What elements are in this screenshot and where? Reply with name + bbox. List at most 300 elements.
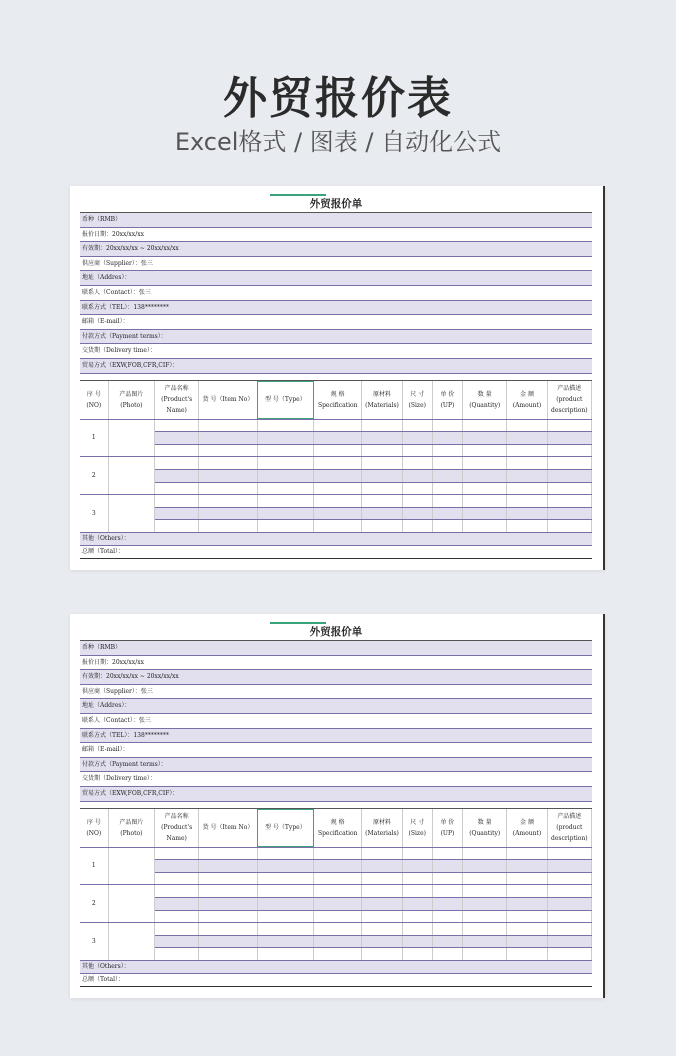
table-cell[interactable] — [257, 482, 313, 495]
table-cell[interactable] — [402, 935, 432, 948]
table-cell[interactable] — [314, 444, 362, 457]
table-cell[interactable] — [507, 847, 547, 860]
column-header[interactable] — [257, 809, 313, 848]
table-cell[interactable] — [507, 482, 547, 495]
info-row[interactable]: 有效期：20xx/xx/xx ~ 20xx/xx/xx — [80, 670, 592, 685]
item-number-cell[interactable]: 2 — [80, 457, 108, 495]
column-header-line: 数 量 — [477, 818, 492, 826]
table-cell[interactable] — [155, 507, 199, 520]
table-cell[interactable] — [432, 923, 462, 936]
column-header-line: 金 额 — [520, 390, 534, 398]
table-cell[interactable] — [507, 507, 547, 520]
item-number-cell[interactable]: 2 — [80, 885, 108, 923]
column-header[interactable] — [108, 809, 154, 848]
table-cell[interactable] — [199, 910, 257, 923]
column-header-line: (Quantity) — [469, 829, 501, 837]
table-cell[interactable] — [463, 444, 507, 457]
info-row[interactable]: 交货期（Delivery time）： — [80, 772, 592, 787]
table-cell[interactable] — [314, 419, 362, 432]
table-cell[interactable] — [463, 457, 507, 470]
table-cell[interactable] — [432, 910, 462, 923]
table-row — [80, 885, 592, 898]
column-header[interactable] — [80, 381, 108, 420]
table-cell[interactable] — [199, 482, 257, 495]
item-number-cell[interactable]: 1 — [80, 419, 108, 457]
table-cell[interactable] — [155, 885, 199, 898]
column-header-line: 尺 寸 — [410, 390, 425, 398]
column-header-line: 序 号 — [86, 390, 101, 398]
column-header-line: 金 额 — [520, 818, 534, 826]
info-row[interactable]: 付款方式（Payment terms）： — [80, 330, 592, 345]
table-cell[interactable] — [432, 860, 462, 873]
column-header[interactable] — [507, 381, 547, 420]
table-row — [80, 432, 592, 445]
table-cell[interactable] — [507, 520, 547, 533]
table-cell[interactable] — [547, 847, 591, 860]
column-header[interactable] — [108, 381, 154, 420]
column-header-line: (Product's — [161, 824, 193, 832]
table-cell[interactable] — [314, 935, 362, 948]
quotation-sheet-preview-2 — [70, 614, 605, 998]
table-cell[interactable] — [362, 897, 402, 910]
table-cell[interactable] — [402, 520, 432, 533]
photo-cell[interactable] — [108, 495, 154, 533]
column-header-line: 原材料 — [373, 390, 392, 398]
table-cell[interactable] — [507, 910, 547, 923]
column-header-line: description) — [551, 835, 588, 843]
table-cell[interactable] — [402, 860, 432, 873]
table-cell[interactable] — [314, 469, 362, 482]
info-row[interactable]: 有效期：20xx/xx/xx ~ 20xx/xx/xx — [80, 242, 592, 257]
column-header[interactable] — [362, 809, 402, 848]
table-cell[interactable] — [257, 457, 313, 470]
table-cell[interactable] — [362, 935, 402, 948]
table-row — [80, 872, 592, 885]
table-cell[interactable] — [507, 897, 547, 910]
total-row[interactable]: 总额（Total）： — [80, 546, 592, 559]
table-cell[interactable] — [432, 872, 462, 885]
table-cell[interactable] — [314, 507, 362, 520]
table-cell[interactable] — [199, 923, 257, 936]
column-header[interactable] — [362, 381, 402, 420]
table-cell[interactable] — [402, 432, 432, 445]
table-cell[interactable] — [547, 457, 591, 470]
table-cell[interactable] — [463, 520, 507, 533]
table-cell[interactable] — [402, 495, 432, 508]
info-row[interactable]: 报价日期：20xx/xx/xx — [80, 656, 592, 671]
table-cell[interactable] — [199, 457, 257, 470]
table-cell[interactable] — [402, 482, 432, 495]
column-header-line: (NO) — [86, 829, 102, 837]
table-cell[interactable] — [547, 860, 591, 873]
column-header-line: (Amount) — [512, 401, 542, 409]
table-cell[interactable] — [547, 910, 591, 923]
table-cell[interactable] — [463, 872, 507, 885]
table-cell[interactable] — [362, 872, 402, 885]
column-header-line: 型 号（Type） — [265, 396, 306, 404]
table-cell[interactable] — [257, 507, 313, 520]
column-header-line: (Product's — [161, 396, 193, 404]
table-cell[interactable] — [257, 860, 313, 873]
table-cell[interactable] — [432, 495, 462, 508]
table-cell[interactable] — [362, 910, 402, 923]
table-cell[interactable] — [432, 419, 462, 432]
table-cell[interactable] — [155, 872, 199, 885]
photo-cell[interactable] — [108, 847, 154, 885]
table-cell[interactable] — [155, 897, 199, 910]
table-cell[interactable] — [199, 885, 257, 898]
table-cell[interactable] — [402, 419, 432, 432]
info-row[interactable]: 报价日期：20xx/xx/xx — [80, 228, 592, 243]
table-cell[interactable] — [507, 419, 547, 432]
table-cell[interactable] — [402, 923, 432, 936]
photo-cell[interactable] — [108, 885, 154, 923]
column-header[interactable] — [402, 381, 432, 420]
column-header-line: 序 号 — [86, 818, 101, 826]
table-header-row — [80, 381, 592, 420]
table-cell[interactable] — [402, 457, 432, 470]
table-cell[interactable] — [507, 923, 547, 936]
column-header[interactable] — [199, 381, 257, 420]
table-cell[interactable] — [257, 444, 313, 457]
table-cell[interactable] — [314, 847, 362, 860]
column-header-line: Specification — [317, 829, 358, 837]
table-cell[interactable] — [463, 923, 507, 936]
column-header-line: Name) — [166, 835, 187, 843]
table-cell[interactable] — [199, 469, 257, 482]
table-cell[interactable] — [155, 860, 199, 873]
table-cell[interactable] — [155, 847, 199, 860]
column-header[interactable] — [463, 381, 507, 420]
table-cell[interactable] — [155, 469, 199, 482]
table-row — [80, 948, 592, 961]
column-header-line: 产品名称 — [164, 385, 189, 393]
table-cell[interactable] — [257, 910, 313, 923]
table-cell[interactable] — [257, 885, 313, 898]
table-cell[interactable] — [402, 872, 432, 885]
table-cell[interactable] — [507, 860, 547, 873]
table-cell[interactable] — [362, 495, 402, 508]
table-cell[interactable] — [547, 520, 591, 533]
item-number-cell[interactable]: 1 — [80, 847, 108, 885]
table-cell[interactable] — [199, 520, 257, 533]
table-cell[interactable] — [402, 910, 432, 923]
table-cell[interactable] — [547, 948, 591, 961]
table-cell[interactable] — [257, 520, 313, 533]
table-cell[interactable] — [432, 847, 462, 860]
column-header-line: 单 价 — [440, 818, 455, 826]
table-cell[interactable] — [463, 482, 507, 495]
table-cell[interactable] — [257, 419, 313, 432]
table-cell[interactable] — [507, 469, 547, 482]
table-cell[interactable] — [547, 419, 591, 432]
table-cell[interactable] — [155, 419, 199, 432]
table-cell[interactable] — [314, 860, 362, 873]
table-cell[interactable] — [402, 444, 432, 457]
column-header-line: 产品描述 — [557, 813, 582, 821]
info-row[interactable]: 供应商（Supplier）：张三 — [80, 257, 592, 272]
table-cell[interactable] — [402, 469, 432, 482]
table-cell[interactable] — [314, 432, 362, 445]
table-cell[interactable] — [362, 432, 402, 445]
table-cell[interactable] — [402, 948, 432, 961]
table-cell[interactable] — [507, 432, 547, 445]
table-cell[interactable] — [199, 444, 257, 457]
column-header[interactable] — [257, 381, 313, 420]
info-row[interactable]: 交货期（Delivery time）： — [80, 344, 592, 359]
info-row[interactable]: 联系人（Contact）：张三 — [80, 714, 592, 729]
others-row[interactable]: 其他（Others）： — [80, 533, 592, 546]
table-cell[interactable] — [432, 507, 462, 520]
table-cell[interactable] — [402, 885, 432, 898]
info-row[interactable]: 邮箱（E-mail）： — [80, 315, 592, 330]
photo-cell[interactable] — [108, 419, 154, 457]
table-cell[interactable] — [362, 885, 402, 898]
table-cell[interactable] — [432, 520, 462, 533]
table-row — [80, 482, 592, 495]
table-row — [80, 495, 592, 508]
table-cell[interactable] — [432, 469, 462, 482]
table-cell[interactable] — [402, 847, 432, 860]
table-cell[interactable] — [463, 885, 507, 898]
table-cell[interactable] — [314, 872, 362, 885]
column-header-line: (UP) — [440, 401, 455, 409]
column-header[interactable] — [547, 381, 591, 420]
table-cell[interactable] — [199, 948, 257, 961]
table-cell[interactable] — [257, 923, 313, 936]
table-cell[interactable] — [547, 923, 591, 936]
column-header-line: 产品名称 — [164, 813, 189, 821]
photo-cell[interactable] — [108, 923, 154, 961]
table-row — [80, 457, 592, 470]
others-row[interactable]: 其他（Others）： — [80, 961, 592, 974]
column-header-line: (Photo) — [120, 829, 143, 837]
sheet-title: 外贸报价单 — [80, 624, 592, 641]
table-row — [80, 469, 592, 482]
table-cell[interactable] — [547, 495, 591, 508]
table-cell[interactable] — [199, 419, 257, 432]
table-cell[interactable] — [507, 948, 547, 961]
page-title: 外贸报价表 — [223, 73, 453, 124]
table-cell[interactable] — [432, 935, 462, 948]
column-header[interactable] — [463, 809, 507, 848]
table-cell[interactable] — [314, 897, 362, 910]
table-cell[interactable] — [257, 872, 313, 885]
table-cell[interactable] — [155, 910, 199, 923]
table-cell[interactable] — [362, 923, 402, 936]
table-cell[interactable] — [199, 897, 257, 910]
table-cell[interactable] — [314, 885, 362, 898]
total-row[interactable]: 总额（Total）： — [80, 974, 592, 987]
column-header-line: (product — [556, 396, 583, 404]
page-subtitle: Excel格式 / 图表 / 自动化公式 — [174, 128, 502, 156]
table-cell[interactable] — [155, 520, 199, 533]
table-cell[interactable] — [463, 860, 507, 873]
table-cell[interactable] — [402, 897, 432, 910]
column-header[interactable] — [432, 809, 462, 848]
table-cell[interactable] — [463, 935, 507, 948]
table-cell[interactable] — [257, 469, 313, 482]
column-header-line: (Size) — [408, 829, 426, 837]
table-cell[interactable] — [314, 457, 362, 470]
column-header-line: (Photo) — [120, 401, 143, 409]
info-row[interactable]: 邮箱（E-mail）： — [80, 743, 592, 758]
table-row — [80, 520, 592, 533]
table-row — [80, 923, 592, 936]
column-header-line: Specification — [317, 401, 358, 409]
table-cell[interactable] — [547, 444, 591, 457]
table-cell[interactable] — [314, 948, 362, 961]
table-cell[interactable] — [257, 847, 313, 860]
column-header[interactable] — [314, 809, 362, 848]
table-cell[interactable] — [155, 457, 199, 470]
item-number-cell[interactable]: 3 — [80, 923, 108, 961]
table-cell[interactable] — [199, 495, 257, 508]
sheet-content — [80, 196, 592, 559]
table-cell[interactable] — [463, 910, 507, 923]
spacer-row — [80, 802, 592, 809]
table-cell[interactable] — [463, 495, 507, 508]
info-row[interactable]: 币种（RMB） — [80, 213, 592, 228]
table-cell[interactable] — [362, 469, 402, 482]
table-cell[interactable] — [547, 482, 591, 495]
info-row[interactable]: 贸易方式（EXW,FOB,CFR,CIF）： — [80, 359, 592, 374]
info-row[interactable]: 币种（RMB） — [80, 641, 592, 656]
info-row[interactable]: 贸易方式（EXW,FOB,CFR,CIF）： — [80, 787, 592, 802]
table-cell[interactable] — [463, 507, 507, 520]
table-header-row — [80, 809, 592, 848]
table-cell[interactable] — [507, 457, 547, 470]
column-header-line: (NO) — [86, 401, 102, 409]
info-row[interactable]: 地址（Addres）： — [80, 271, 592, 286]
table-cell[interactable] — [199, 935, 257, 948]
table-cell[interactable] — [155, 948, 199, 961]
column-header[interactable] — [199, 809, 257, 848]
column-header-line: 产品图片 — [119, 390, 144, 398]
table-cell[interactable] — [155, 482, 199, 495]
table-cell[interactable] — [507, 885, 547, 898]
table-row — [80, 444, 592, 457]
table-cell[interactable] — [155, 444, 199, 457]
info-row[interactable]: 付款方式（Payment terms）： — [80, 758, 592, 773]
info-row[interactable]: 联系方式（TEL）：138******** — [80, 729, 592, 744]
table-cell[interactable] — [547, 885, 591, 898]
table-cell[interactable] — [547, 507, 591, 520]
table-cell[interactable] — [432, 948, 462, 961]
table-cell[interactable] — [362, 457, 402, 470]
table-cell[interactable] — [463, 897, 507, 910]
table-cell[interactable] — [547, 897, 591, 910]
table-row — [80, 897, 592, 910]
column-header-line: 数 量 — [477, 390, 492, 398]
table-cell[interactable] — [507, 495, 547, 508]
table-cell[interactable] — [432, 897, 462, 910]
table-cell[interactable] — [402, 507, 432, 520]
info-row[interactable]: 联系方式（TEL）：138******** — [80, 301, 592, 316]
column-header[interactable] — [155, 381, 199, 420]
table-cell[interactable] — [362, 444, 402, 457]
item-number-cell[interactable]: 3 — [80, 495, 108, 533]
table-row — [80, 935, 592, 948]
table-cell[interactable] — [362, 948, 402, 961]
table-cell[interactable] — [199, 860, 257, 873]
table-cell[interactable] — [463, 948, 507, 961]
info-row[interactable]: 联系人（Contact）：张三 — [80, 286, 592, 301]
table-cell[interactable] — [432, 432, 462, 445]
table-cell[interactable] — [463, 419, 507, 432]
table-cell[interactable] — [314, 482, 362, 495]
table-cell[interactable] — [155, 432, 199, 445]
table-cell[interactable] — [547, 469, 591, 482]
table-cell[interactable] — [463, 432, 507, 445]
column-header-line: 产品描述 — [557, 385, 582, 393]
info-row[interactable]: 供应商（Supplier）：张三 — [80, 685, 592, 700]
table-cell[interactable] — [463, 847, 507, 860]
sheet-title: 外贸报价单 — [80, 196, 592, 213]
table-cell[interactable] — [507, 444, 547, 457]
table-cell[interactable] — [314, 495, 362, 508]
table-cell[interactable] — [155, 923, 199, 936]
table-cell[interactable] — [257, 432, 313, 445]
table-cell[interactable] — [314, 923, 362, 936]
table-cell[interactable] — [199, 432, 257, 445]
table-cell[interactable] — [257, 897, 313, 910]
table-cell[interactable] — [432, 457, 462, 470]
table-cell[interactable] — [547, 872, 591, 885]
table-cell[interactable] — [362, 847, 402, 860]
table-cell[interactable] — [257, 948, 313, 961]
table-cell[interactable] — [257, 495, 313, 508]
column-header[interactable] — [314, 381, 362, 420]
table-cell[interactable] — [199, 847, 257, 860]
table-cell[interactable] — [432, 885, 462, 898]
table-cell[interactable] — [199, 507, 257, 520]
table-cell[interactable] — [463, 469, 507, 482]
table-cell[interactable] — [432, 482, 462, 495]
table-cell[interactable] — [362, 520, 402, 533]
info-row[interactable]: 地址（Addres）： — [80, 699, 592, 714]
column-header-line: 规 格 — [330, 390, 345, 398]
column-header[interactable] — [432, 381, 462, 420]
table-cell[interactable] — [257, 935, 313, 948]
column-header[interactable] — [547, 809, 591, 848]
quotation-sheet-preview-1 — [70, 186, 605, 570]
table-cell[interactable] — [432, 444, 462, 457]
column-header-line: Name) — [166, 407, 187, 415]
table-cell[interactable] — [507, 935, 547, 948]
table-cell[interactable] — [547, 432, 591, 445]
table-cell[interactable] — [362, 860, 402, 873]
table-cell[interactable] — [155, 935, 199, 948]
column-header[interactable] — [155, 809, 199, 848]
column-header-line: 原材料 — [373, 818, 392, 826]
table-cell[interactable] — [507, 872, 547, 885]
table-row — [80, 910, 592, 923]
table-cell[interactable] — [362, 419, 402, 432]
photo-cell[interactable] — [108, 457, 154, 495]
table-cell[interactable] — [199, 872, 257, 885]
column-header-line: (Amount) — [512, 829, 542, 837]
column-header[interactable] — [507, 809, 547, 848]
column-header[interactable] — [80, 809, 108, 848]
table-cell[interactable] — [314, 910, 362, 923]
table-cell[interactable] — [155, 495, 199, 508]
table-cell[interactable] — [362, 507, 402, 520]
table-cell[interactable] — [314, 520, 362, 533]
column-header[interactable] — [402, 809, 432, 848]
table-cell[interactable] — [547, 935, 591, 948]
table-cell[interactable] — [362, 482, 402, 495]
